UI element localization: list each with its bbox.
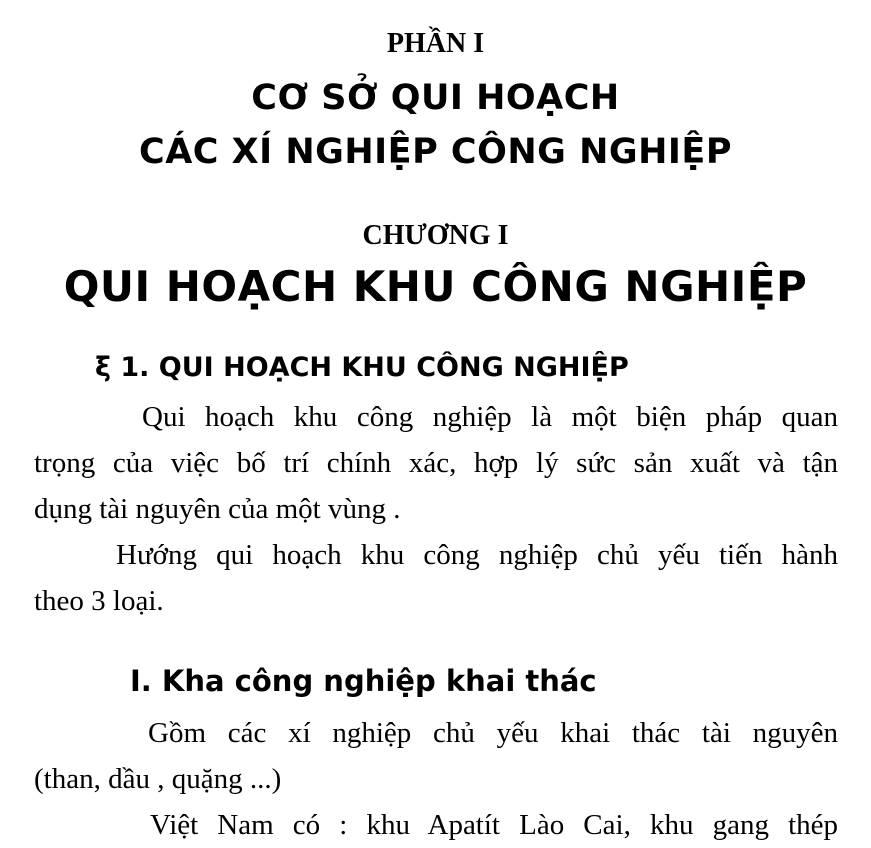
paragraph-3-line-1: Gồm các xí nghiệp chủ yếu khai thác tài nguyên xyxy=(148,717,838,749)
part-heading: PHẦN I xyxy=(386,28,485,59)
chapter-heading: CHƯƠNG I xyxy=(362,220,509,251)
paragraph-4-line-1: Việt Nam có : khu Apatít Lào Cai, khu gang thép xyxy=(150,809,838,841)
paragraph-1-line-2: trọng của việc bố trí chính xác, hợp lý sức sản xuất và tận xyxy=(34,447,838,479)
paragraph-2-line-1: Hướng qui hoạch khu công nghiệp chủ yếu tiến hành xyxy=(116,539,838,571)
paragraph-1-line-3: dụng tài nguyên của một vùng . xyxy=(34,493,401,525)
title-line-1: CƠ SỞ QUI HOẠCH xyxy=(251,78,620,118)
chapter-title: QUI HOẠCH KHU CÔNG NGHIỆP xyxy=(63,262,808,311)
paragraph-1-line-1: Qui hoạch khu công nghiệp là một biện pháp quan xyxy=(142,401,838,433)
paragraph-2-line-2: theo 3 loại. xyxy=(34,585,164,617)
subsection-heading: I. Kha công nghiệp khai thác xyxy=(130,664,597,698)
section-heading: ξ 1. QUI HOẠCH KHU CÔNG NGHIỆP xyxy=(95,352,629,383)
title-line-2: CÁC XÍ NGHIỆP CÔNG NGHIỆP xyxy=(139,132,732,172)
paragraph-3-line-2: (than, dầu , quặng ...) xyxy=(34,763,282,795)
